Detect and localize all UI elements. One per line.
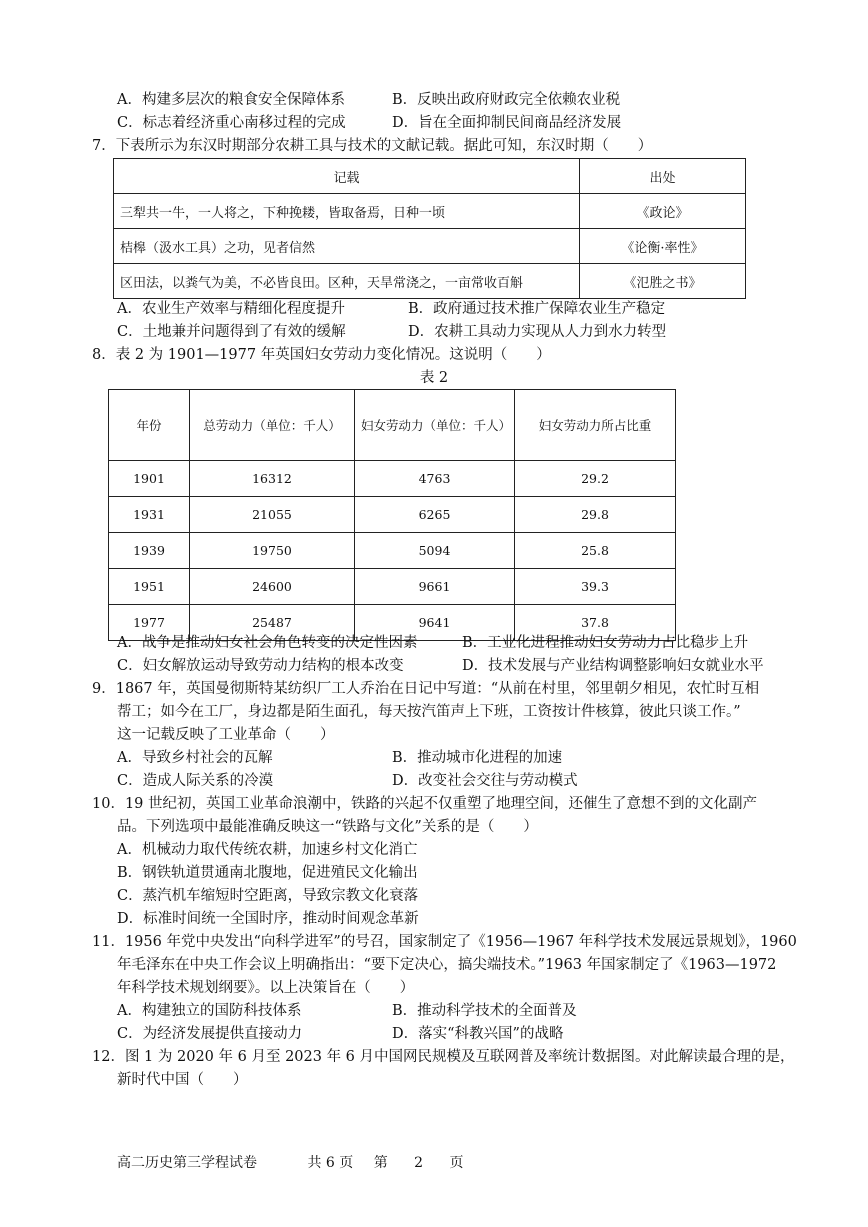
q6-option-b[interactable]: [392, 90, 620, 110]
table-cell: 1931: [109, 497, 190, 533]
option-text: 工业化进程推动妇女劳动力占比稳步上升: [487, 635, 749, 651]
option-label: B．: [117, 865, 143, 881]
option-text: 导致乡村社会的瓦解: [141, 750, 273, 766]
page-footer: [117, 1152, 464, 1172]
option-text: 构建独立的国防科技体系: [141, 1003, 302, 1019]
option-text: 机械动力取代传统农耕，加速乡村文化消亡: [141, 842, 418, 858]
q9-option-d[interactable]: [392, 771, 578, 791]
option-label: C．: [117, 658, 143, 674]
option-label: D．: [392, 115, 419, 131]
q6-option-a[interactable]: [117, 90, 345, 110]
option-text: 落实“科教兴国”的战略: [418, 1026, 564, 1042]
page-suffix: 页: [449, 1155, 464, 1171]
option-text: 造成人际关系的冷漠: [142, 773, 274, 789]
exam-title: 高二历史第三学程试卷: [117, 1155, 257, 1171]
option-label: B．: [392, 750, 418, 766]
table-cell: 16312: [190, 461, 355, 497]
table-cell: 25487: [190, 605, 355, 641]
table-row: [109, 497, 676, 533]
q12-stem-line-2: 新时代中国（ ）: [117, 1072, 248, 1088]
option-label: A．: [117, 842, 142, 858]
table-cell: 三犁共一牛，一人将之，下种挽耧，皆取备焉，日种一顷: [114, 194, 580, 229]
option-text: 改变社会交往与劳动模式: [418, 773, 578, 789]
q6-option-c[interactable]: [117, 113, 346, 133]
table-cell: 1977: [109, 605, 190, 641]
table-header-cell: 记载: [114, 159, 580, 194]
table-cell: 9661: [355, 569, 515, 605]
option-text: 推动科学技术的全面普及: [417, 1003, 577, 1019]
table-cell: 29.2: [515, 461, 676, 497]
q10-option-d[interactable]: [117, 909, 419, 929]
q7-option-a[interactable]: [117, 299, 345, 319]
option-label: D．: [392, 773, 419, 789]
table-row: [114, 229, 746, 264]
option-text: 推动城市化进程的加速: [417, 750, 563, 766]
table-cell: 25.8: [515, 533, 676, 569]
option-text: 标志着经济重心南移过程的完成: [142, 115, 346, 131]
page-number: 2: [414, 1155, 424, 1171]
q9-option-c[interactable]: [117, 771, 273, 791]
q8-table: [108, 389, 676, 641]
table-cell: 区田法，以粪气为美，不必皆良田。区种，天旱常浇之，一亩常收百斛: [114, 264, 580, 299]
table-header-cell: 妇女劳动力所占比重: [515, 390, 676, 461]
option-label: C．: [117, 115, 143, 131]
table-cell: 6265: [355, 497, 515, 533]
q8-stem: 8．表 2 为 1901—1977 年英国妇女劳动力变化情况。这说明（ ）: [92, 347, 551, 363]
table-cell: 《氾胜之书》: [580, 264, 746, 299]
option-text: 为经济发展提供直接动力: [142, 1026, 303, 1042]
table-row: [109, 569, 676, 605]
option-text: 反映出政府财政完全依赖农业税: [417, 92, 621, 108]
table-cell: 1901: [109, 461, 190, 497]
table-cell: 9641: [355, 605, 515, 641]
option-text: 妇女解放运动导致劳动力结构的根本改变: [142, 658, 404, 674]
option-text: 战争是推动妇女社会角色转变的决定性因素: [141, 635, 418, 651]
q11-stem-line-3: 年科学技术规划纲要》。以上决策旨在（ ）: [117, 980, 415, 996]
option-text: 农业生产效率与精细化程度提升: [141, 301, 345, 317]
table-cell: 《论衡·率性》: [580, 229, 746, 264]
q10-stem-line-2: 品。下列选项中最能准确反映这一“铁路与文化”关系的是（ ）: [117, 819, 538, 835]
q11-stem-line-1: 11．1956 年党中央发出“向科学进军”的号召，国家制定了《1956—1967 年科学技术发展远景规划》，1960: [92, 934, 797, 950]
q9-option-a[interactable]: [117, 748, 272, 768]
table-caption: 表 2: [419, 370, 449, 386]
option-label: D．: [408, 324, 435, 340]
table-cell: 4763: [355, 461, 515, 497]
option-text: 土地兼并问题得到了有效的缓解: [142, 324, 346, 340]
table-header-cell: 妇女劳动力（单位：千人）: [355, 390, 515, 461]
table-row: [109, 461, 676, 497]
table-cell: 1951: [109, 569, 190, 605]
q11-stem-line-2: 年毛泽东在中央工作会议上明确指出：“要下定决心，搞尖端技术。”1963 年国家制定了《1963—1972: [117, 957, 777, 973]
q8-option-b[interactable]: [462, 633, 748, 653]
q12-stem-line-1: 12．图 1 为 2020 年 6 月至 2023 年 6 月中国网民规模及互联网普及率统计数据图。对此解读最合理的是，: [92, 1049, 795, 1065]
option-text: 构建多层次的粮食安全保障体系: [141, 92, 345, 108]
option-label: C．: [117, 1026, 143, 1042]
q6-option-d[interactable]: [392, 113, 621, 133]
option-text: 蒸汽机车缩短时空距离，导致宗教文化衰落: [142, 888, 419, 904]
q7-option-d[interactable]: [408, 322, 666, 342]
option-text: 标准时间统一全国时序，推动时间观念革新: [143, 911, 419, 927]
table-row: [114, 264, 746, 299]
option-label: B．: [392, 1003, 418, 1019]
option-label: A．: [117, 92, 142, 108]
q10-option-b[interactable]: [117, 863, 418, 883]
page-prefix: 第: [373, 1155, 388, 1171]
q10-stem-line-1: 10．19 世纪初，英国工业革命浪潮中，铁路的兴起不仅重塑了地理空间，还催生了意想不到的文化副产: [92, 796, 758, 812]
table-cell: 21055: [190, 497, 355, 533]
option-label: B．: [408, 301, 434, 317]
q11-option-c[interactable]: [117, 1024, 302, 1044]
total-pages: 共 6 页: [307, 1155, 354, 1171]
option-label: C．: [117, 888, 143, 904]
table-cell: 29.8: [515, 497, 676, 533]
q8-option-a[interactable]: [117, 633, 417, 653]
table-cell: 桔槔（汲水工具）之功，见者信然: [114, 229, 580, 264]
table-cell: 39.3: [515, 569, 676, 605]
option-label: A．: [117, 635, 142, 651]
table-header-row: [114, 159, 746, 194]
q11-option-a[interactable]: [117, 1001, 301, 1021]
table-row: [114, 194, 746, 229]
table-cell: 1939: [109, 533, 190, 569]
table-cell: 24600: [190, 569, 355, 605]
q11-option-b[interactable]: [392, 1001, 577, 1021]
q9-stem-line-3: 这一记载反映了工业革命（ ）: [117, 727, 335, 743]
option-label: B．: [462, 635, 488, 651]
table-cell: 5094: [355, 533, 515, 569]
option-label: A．: [117, 301, 142, 317]
q8-option-d[interactable]: [462, 656, 764, 676]
q8-option-c[interactable]: [117, 656, 404, 676]
option-label: C．: [117, 324, 143, 340]
option-text: 旨在全面抑制民间商品经济发展: [418, 115, 622, 131]
q11-option-d[interactable]: [392, 1024, 563, 1044]
table-cell: 《政论》: [580, 194, 746, 229]
option-label: B．: [392, 92, 418, 108]
option-text: 政府通过技术推广保障农业生产稳定: [433, 301, 666, 317]
table-header-cell: 总劳动力（单位：千人）: [190, 390, 355, 461]
q9-stem-line-2: 帮工；如今在工厂，身边都是陌生面孔，每天按汽笛声上下班，工资按计件核算，彼此只谈工作。”: [117, 704, 741, 720]
table-header-cell: 年份: [109, 390, 190, 461]
option-label: A．: [117, 750, 142, 766]
table-cell: 19750: [190, 533, 355, 569]
option-label: C．: [117, 773, 143, 789]
q7-option-c[interactable]: [117, 322, 346, 342]
q9-stem-line-1: 9．1867 年，英国曼彻斯特某纺织厂工人乔治在日记中写道：“从前在村里，邻里朝夕相见，农忙时互相: [92, 681, 760, 697]
option-text: 农耕工具动力实现从人力到水力转型: [434, 324, 667, 340]
option-label: A．: [117, 1003, 142, 1019]
option-label: D．: [462, 658, 489, 674]
table-row: [109, 533, 676, 569]
q7-table: [113, 158, 746, 299]
q7-option-b[interactable]: [408, 299, 665, 319]
table-header-row: [109, 390, 676, 461]
option-label: D．: [392, 1026, 419, 1042]
option-text: 技术发展与产业结构调整影响妇女就业水平: [488, 658, 764, 674]
table-header-cell: 出处: [580, 159, 746, 194]
option-label: D．: [117, 911, 144, 927]
q9-option-b[interactable]: [392, 748, 562, 768]
option-text: 钢铁轨道贯通南北腹地，促进殖民文化输出: [142, 865, 418, 881]
q7-stem: 7．下表所示为东汉时期部分农耕工具与技术的文献记载。据此可知，东汉时期（ ）: [92, 138, 653, 154]
table-cell: 37.8: [515, 605, 676, 641]
q10-option-c[interactable]: [117, 886, 418, 906]
q10-option-a[interactable]: [117, 840, 417, 860]
